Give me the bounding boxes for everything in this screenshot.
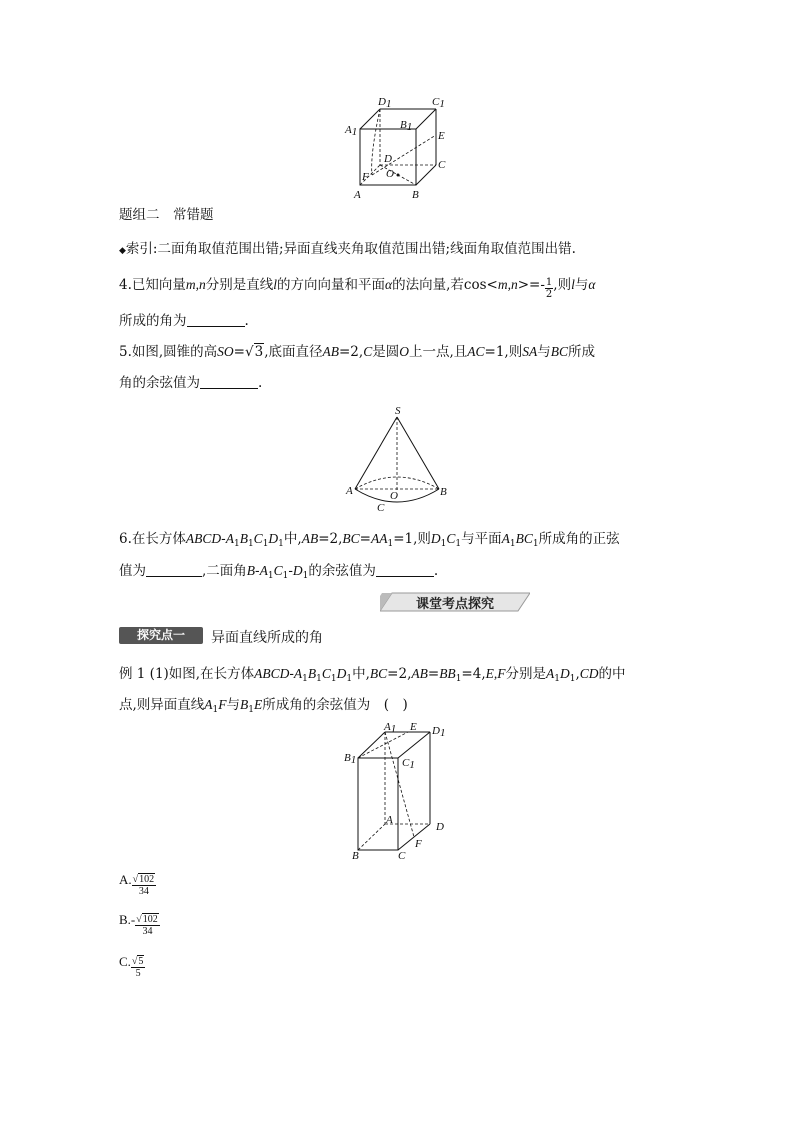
option-a[interactable]: A. $\frac{√102}{34}$	[119, 872, 155, 897]
section-banner: 课堂考点探究	[380, 591, 530, 613]
diamond-icon: ◆	[119, 246, 126, 256]
svg-text:A: A	[354, 189, 361, 201]
svg-text:C1: C1	[402, 757, 415, 771]
svg-text:O: O	[390, 490, 398, 502]
svg-text:F: F	[362, 171, 369, 183]
svg-text:C: C	[438, 159, 446, 171]
svg-text:B: B	[440, 486, 447, 498]
svg-text:A: A	[346, 485, 353, 497]
question-5: 5.如图,圆锥的高SO=√3,底面直径AB=2,C是圆O上一点,且AC=1,则SA与BC所成	[119, 344, 595, 360]
example-1: 例 1 (1)如图,在长方体ABCD-$A_1B_1C_1D_1$中$,BC=2,AB=BB_1=4,E,F$分别是$A_1D_1,CD$的中	[119, 666, 626, 684]
svg-text:B1: B1	[400, 119, 413, 133]
question-6: 6.在长方体ABCD-$A_1B_1C_1D_1$中$,AB=2,BC=AA_1=1$,则$D_1C_1$与平面$A_1BC_1$所成角的正弦	[119, 531, 620, 549]
cube-figure	[340, 95, 455, 203]
answer-blank[interactable]	[146, 562, 202, 577]
section-title: 题组二 常错题	[119, 207, 214, 223]
svg-text:B1: B1	[344, 752, 357, 766]
answer-blank[interactable]	[187, 312, 245, 327]
svg-text:C: C	[377, 502, 385, 513]
answer-blank[interactable]	[200, 374, 258, 389]
question-4: 4.已知向量m,n分别是直线l的方向向量和平面α的法向量,若cos<m,n>=- $\frac{1}{2}$ ,则l与α	[119, 277, 596, 300]
svg-text:C1: C1	[432, 96, 445, 110]
svg-text:B: B	[412, 189, 419, 201]
svg-text:D: D	[384, 153, 392, 165]
svg-text:D1: D1	[432, 725, 446, 739]
topic-tag: 探究点一	[119, 627, 203, 644]
svg-text:O: O	[386, 168, 394, 180]
svg-text:D: D	[436, 821, 444, 833]
svg-text:A1: A1	[384, 721, 397, 735]
svg-text:A: A	[386, 814, 393, 826]
svg-text:F: F	[415, 838, 422, 850]
svg-text:C: C	[398, 850, 406, 862]
svg-text:D1: D1	[378, 96, 392, 110]
cuboid-figure	[340, 720, 455, 865]
svg-text:S: S	[395, 405, 401, 417]
svg-text:B: B	[352, 850, 359, 862]
svg-text:E: E	[410, 721, 417, 733]
cone-figure	[345, 403, 450, 513]
answer-blank[interactable]	[376, 562, 434, 577]
topic-title: 异面直线所成的角	[211, 630, 323, 646]
option-c[interactable]: C. $\frac{√5}{5}$	[119, 954, 144, 979]
index-note: ◆索引:二面角取值范围出错;异面直线夹角取值范围出错;线面角取值范围出错.	[119, 241, 576, 257]
svg-text:E: E	[438, 130, 445, 142]
svg-text:A1: A1	[345, 124, 358, 138]
option-b[interactable]: B.- $\frac{√102}{34}$	[119, 912, 158, 937]
